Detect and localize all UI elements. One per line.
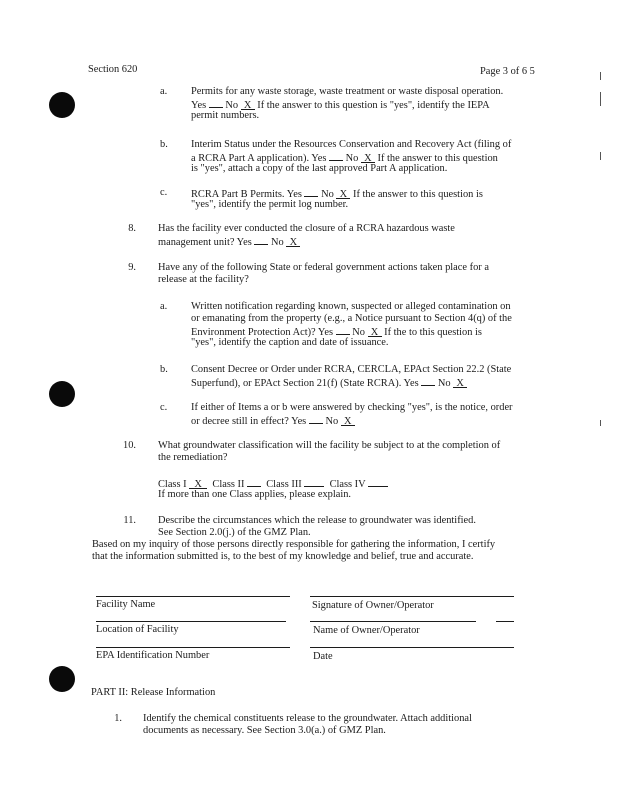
scan-edge-mark — [600, 420, 601, 426]
punch-hole-bottom — [49, 666, 75, 692]
facility-name-label: Facility Name — [96, 599, 156, 610]
class-i-blank-checked[interactable]: X — [189, 479, 207, 489]
class-ii-blank[interactable] — [247, 477, 261, 487]
facility-name-line[interactable] — [96, 596, 290, 597]
question-9-text-end: release at the facility? — [158, 274, 249, 285]
location-line[interactable] — [96, 621, 286, 622]
yes-blank[interactable] — [254, 235, 268, 245]
yes-blank[interactable] — [336, 325, 350, 335]
question-11-text: Describe the circumstances which the release to groundwater was identified. — [158, 515, 476, 526]
owner-name-label: Name of Owner/Operator — [313, 625, 420, 636]
part-2-heading: PART II: Release Information — [91, 687, 216, 698]
question-8-number: 8. — [128, 223, 136, 234]
question-10-text-end: the remediation? — [158, 452, 228, 463]
item-9a-label: a. — [160, 301, 168, 312]
item-a-text-end: permit numbers. — [191, 110, 260, 121]
item-b-answer-line: a RCRA Part A application). Yes No X If the answer to this question — [191, 153, 498, 164]
location-label: Location of Facility — [96, 624, 179, 635]
no-blank-checked[interactable]: X — [336, 189, 350, 199]
item-9c-answer-line: or decree still in effect? Yes No X — [191, 414, 355, 428]
certification-text-end: that the information submitted is, to the best of my knowledge and belief, true and accurate. — [92, 551, 474, 562]
no-blank-checked[interactable]: X — [453, 378, 467, 388]
no-blank-checked[interactable]: X — [241, 100, 255, 110]
item-a-answer-line: Yes No X If the answer to this question is "yes", identify the IEPA — [191, 100, 490, 111]
item-9b-answer-line: Superfund), or EPAct Section 21(f) (State RCRA). Yes No X — [191, 376, 467, 390]
item-a-text: Permits for any waste storage, waste treatment or waste disposal operation. — [191, 86, 504, 97]
class-iii-blank[interactable] — [304, 477, 324, 487]
item-c-label: c. — [160, 187, 168, 198]
epa-id-line[interactable] — [96, 647, 290, 648]
question-8-answer-line: management unit? Yes No X — [158, 235, 300, 249]
item-9a-text-end: "yes", identify the caption and date of issuance. — [191, 337, 389, 348]
item-9c-text: If either of Items a or b were answered by checking "yes", is the notice, order — [191, 402, 513, 413]
item-9c-label: c. — [160, 402, 168, 413]
date-label: Date — [313, 651, 333, 662]
signature-label: Signature of Owner/Operator — [312, 600, 434, 611]
groundwater-class-options: Class I X Class II Class III Class IV — [158, 477, 388, 491]
date-line[interactable] — [310, 647, 514, 648]
no-blank-checked[interactable]: X — [341, 416, 355, 426]
no-blank-checked[interactable]: X — [286, 237, 300, 247]
no-blank-checked[interactable]: X — [361, 153, 375, 163]
section-header: Section 620 — [88, 64, 138, 75]
yes-blank[interactable] — [209, 98, 223, 108]
item-b-label: b. — [160, 139, 168, 150]
part-2-item-1-text: Identify the chemical constituents release to the groundwater. Attach additional — [143, 713, 472, 724]
item-9a-text: Written notification regarding known, suspected or alleged contamination on — [191, 301, 511, 312]
owner-name-line[interactable] — [310, 621, 476, 622]
punch-hole-middle — [49, 381, 75, 407]
no-blank-checked[interactable]: X — [368, 327, 382, 337]
part-2-item-1-text-end: documents as necessary. See Section 3.0(a.) of GMZ Plan. — [143, 725, 386, 736]
question-9-text: Have any of the following State or federal government actions taken place for a — [158, 262, 489, 273]
certification-text: Based on my inquiry of those persons directly responsible for gathering the information, I certify — [92, 539, 496, 550]
epa-id-label: EPA Identification Number — [96, 650, 210, 661]
question-10-note: If more than one Class applies, please explain. — [158, 489, 352, 500]
class-iv-blank[interactable] — [368, 477, 388, 487]
scan-edge-mark — [600, 72, 601, 80]
yes-blank[interactable] — [421, 376, 435, 386]
scan-edge-mark — [600, 152, 601, 160]
yes-blank[interactable] — [304, 187, 318, 197]
signature-line[interactable] — [310, 596, 514, 597]
item-c-text-end: "yes", identify the permit log number. — [191, 199, 349, 210]
yes-blank[interactable] — [329, 151, 343, 161]
item-b-text-end: is "yes", attach a copy of the last approved Part A application. — [191, 163, 448, 174]
question-10-text: What groundwater classification will the facility be subject to at the completion of — [158, 440, 501, 451]
punch-hole-top — [49, 92, 75, 118]
item-9b-text: Consent Decree or Order under RCRA, CERCLA, EPAct Section 22.2 (State — [191, 364, 512, 375]
question-11-reference: See Section 2.0(j.) of the GMZ Plan. — [158, 527, 311, 538]
question-10-number: 10. — [123, 440, 136, 451]
item-9a-text-2: or emanating from the property (e.g., a Notice pursuant to Section 4(q) of the — [191, 313, 512, 324]
item-9a-answer-line: Environment Protection Act)? Yes No X If the to this question is — [191, 327, 482, 338]
question-8-text: Has the facility ever conducted the closure of a RCRA hazardous waste — [158, 223, 455, 234]
scan-edge-mark — [600, 92, 601, 106]
owner-name-line-ext — [496, 621, 514, 622]
item-b-text: Interim Status under the Resources Conservation and Recovery Act (filing of — [191, 139, 512, 150]
question-9-number: 9. — [128, 262, 136, 273]
yes-blank[interactable] — [309, 414, 323, 424]
question-11-number: 11. — [123, 515, 136, 526]
item-c-answer-line: RCRA Part B Permits. Yes No X If the answer to this question is — [191, 189, 483, 200]
part-2-item-1-number: 1. — [114, 713, 122, 724]
item-9b-label: b. — [160, 364, 168, 375]
item-a-label: a. — [160, 86, 168, 97]
page-number: Page 3 of 6 5 — [480, 66, 535, 77]
